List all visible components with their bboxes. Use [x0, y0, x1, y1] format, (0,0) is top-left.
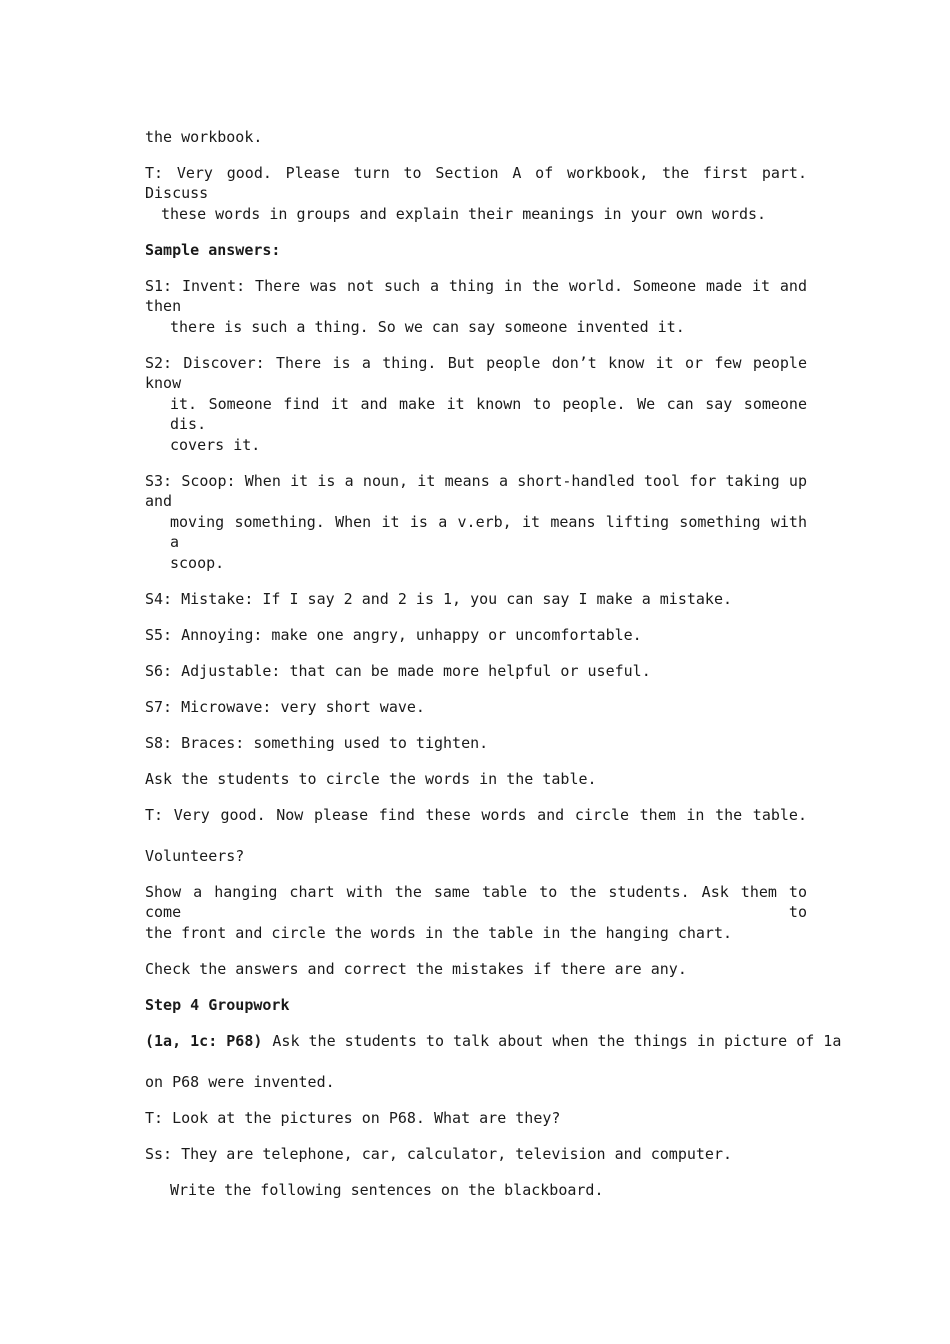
text-line-mixed — [145, 1031, 842, 1051]
text-line: scoop. — [170, 554, 225, 572]
text-line: T: Very good. Now please find these words and circle them in the table. — [145, 806, 807, 824]
text-line: the workbook. — [145, 128, 263, 146]
text-line: Ss: They are telephone, car, calculator, television and computer. — [145, 1145, 732, 1163]
text-line: T: Very good. Please turn to Section A of workbook, the first part. Discuss — [145, 164, 807, 202]
text-line: S2: Discover: There is a thing. But people don’t know it or few people know — [145, 354, 807, 392]
text-line: moving something. When it is a v.erb, it means lifting something with a — [170, 513, 807, 551]
text-line: S4: Mistake: If I say 2 and 2 is 1, you can say I make a mistake. — [145, 590, 732, 608]
text-line: S6: Adjustable: that can be made more helpful or useful. — [145, 662, 651, 680]
text-line: these words in groups and explain their meanings in your own words. — [161, 205, 767, 223]
text-line: S1: Invent: There was not such a thing in the world. Someone made it and then — [145, 277, 807, 315]
section-heading: Sample answers: — [145, 241, 281, 259]
text-line: covers it. — [170, 436, 261, 454]
page-reference: (1a, 1c: P68) — [145, 1032, 263, 1050]
text-line: the front and circle the words in the table in the hanging chart. — [145, 924, 732, 942]
step-heading: Step 4 Groupwork — [145, 996, 290, 1014]
text-line: Show a hanging chart with the same table to the students. Ask them to come to — [145, 883, 807, 921]
text-segment: Ask the students to talk about when the things in picture of 1a — [272, 1032, 842, 1050]
text-line: Ask the students to circle the words in the table. — [145, 770, 597, 788]
text-line: Write the following sentences on the blackboard. — [170, 1181, 604, 1199]
text-line: S7: Microwave: very short wave. — [145, 698, 425, 716]
text-line: S8: Braces: something used to tighten. — [145, 734, 489, 752]
text-line: Volunteers? — [145, 847, 245, 865]
text-line: it. Someone find it and make it known to people. We can say someone dis. — [170, 395, 807, 433]
text-line: there is such a thing. So we can say someone invented it. — [170, 318, 685, 336]
text-line: Check the answers and correct the mistakes if there are any. — [145, 960, 687, 978]
text-line: on P68 were invented. — [145, 1073, 335, 1091]
text-line: S3: Scoop: When it is a noun, it means a short-handled tool for taking up and — [145, 472, 807, 510]
text-line: S5: Annoying: make one angry, unhappy or uncomfortable. — [145, 626, 642, 644]
text-line: T: Look at the pictures on P68. What are they? — [145, 1109, 561, 1127]
